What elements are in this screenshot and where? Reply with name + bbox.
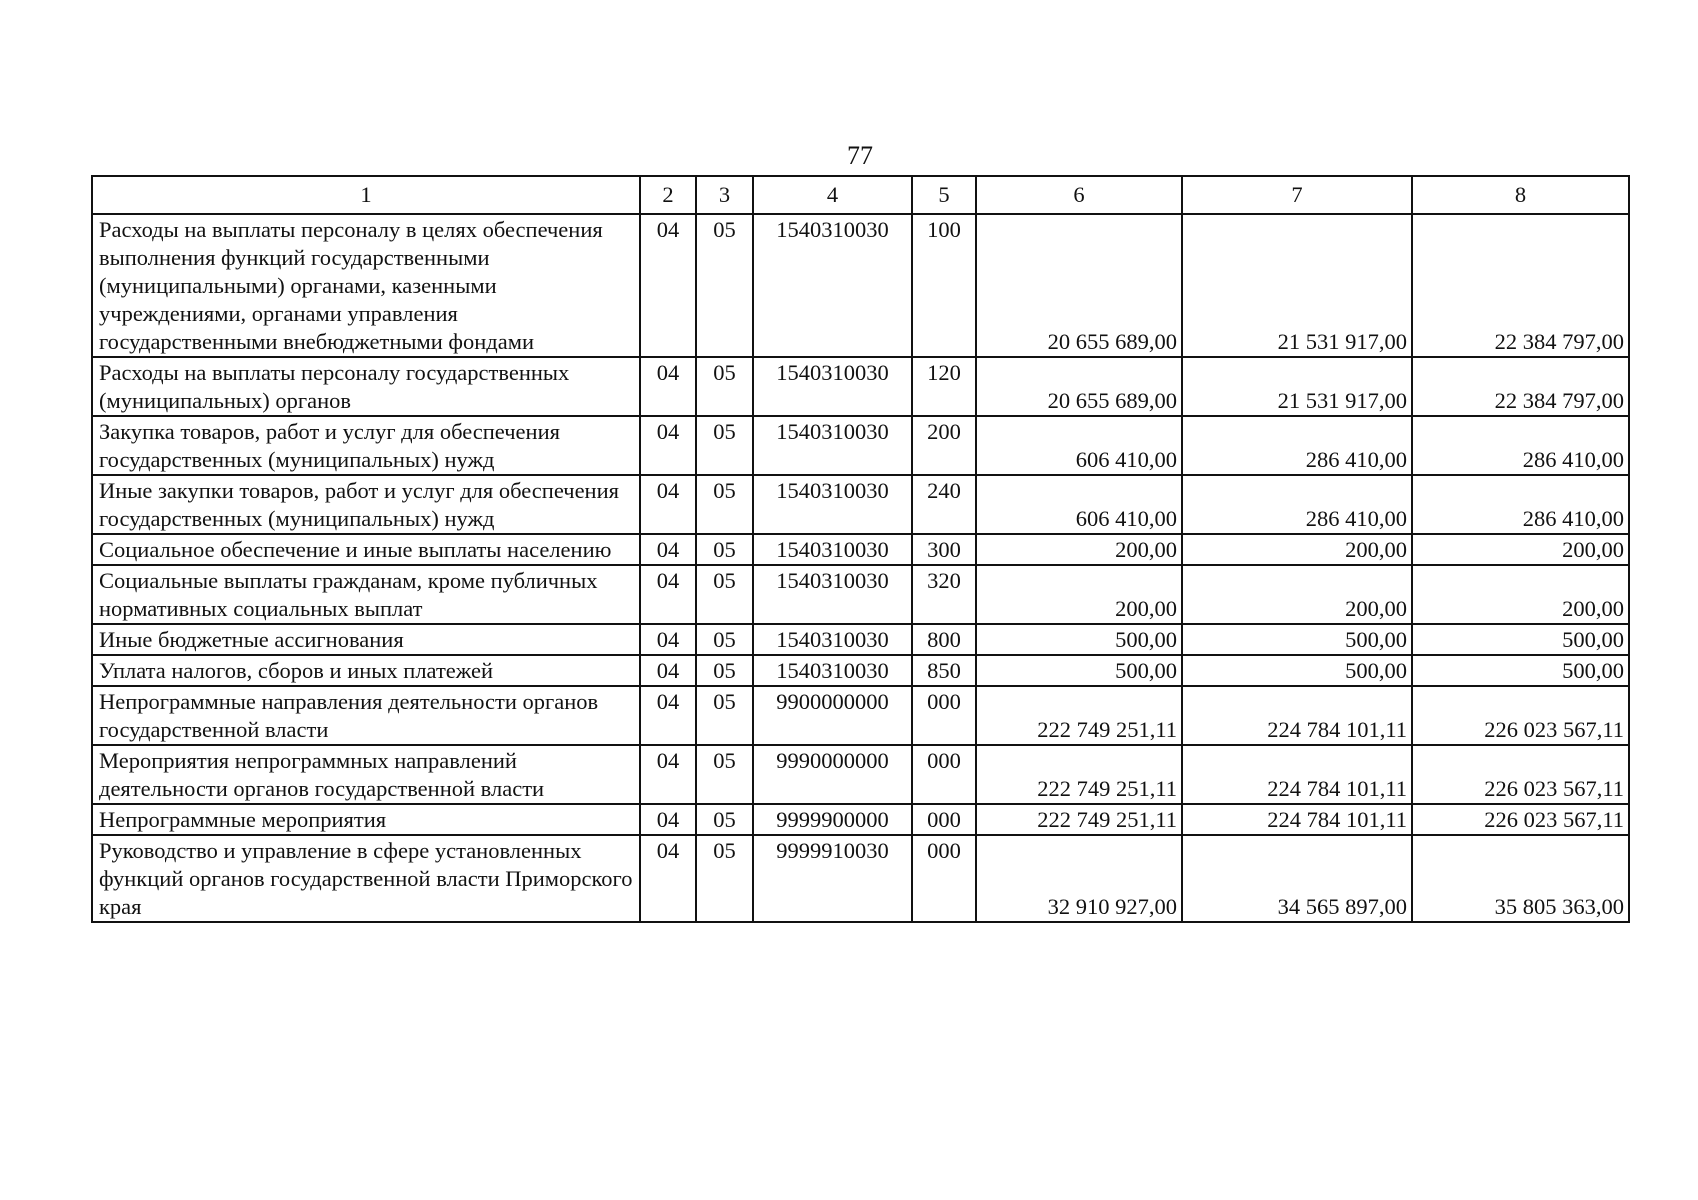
row-amount-6: 222 749 251,11 — [976, 686, 1182, 745]
row-code-target: 9900000000 — [753, 686, 912, 745]
row-amount-7: 21 531 917,00 — [1182, 214, 1412, 357]
row-amount-8: 286 410,00 — [1412, 475, 1629, 534]
row-code-type: 320 — [912, 565, 976, 624]
row-amount-8: 22 384 797,00 — [1412, 214, 1629, 357]
row-code-section: 04 — [640, 357, 696, 416]
row-code-subsection: 05 — [696, 835, 753, 922]
row-code-target: 9990000000 — [753, 745, 912, 804]
row-amount-7: 500,00 — [1182, 624, 1412, 655]
row-code-section: 04 — [640, 835, 696, 922]
row-amount-6: 500,00 — [976, 655, 1182, 686]
row-amount-7: 34 565 897,00 — [1182, 835, 1412, 922]
row-code-target: 1540310030 — [753, 655, 912, 686]
row-amount-6: 20 655 689,00 — [976, 357, 1182, 416]
row-name: Руководство и управление в сфере установленных функций органов государственной власти Приморского края — [92, 835, 640, 922]
row-code-target: 1540310030 — [753, 475, 912, 534]
header-col-5: 5 — [912, 176, 976, 214]
row-amount-6: 200,00 — [976, 534, 1182, 565]
row-code-subsection: 05 — [696, 804, 753, 835]
row-name: Расходы на выплаты персоналу государственных (муниципальных) органов — [92, 357, 640, 416]
row-name: Закупка товаров, работ и услуг для обеспечения государственных (муниципальных) нужд — [92, 416, 640, 475]
row-code-subsection: 05 — [696, 655, 753, 686]
page-number: 77 — [847, 141, 873, 170]
row-code-type: 240 — [912, 475, 976, 534]
row-code-section: 04 — [640, 214, 696, 357]
row-amount-6: 222 749 251,11 — [976, 745, 1182, 804]
table-row — [92, 624, 1629, 655]
row-code-section: 04 — [640, 565, 696, 624]
row-amount-7: 286 410,00 — [1182, 475, 1412, 534]
row-code-type: 100 — [912, 214, 976, 357]
header-col-3: 3 — [696, 176, 753, 214]
header-col-4: 4 — [753, 176, 912, 214]
row-amount-7: 286 410,00 — [1182, 416, 1412, 475]
row-code-subsection: 05 — [696, 686, 753, 745]
row-amount-7: 21 531 917,00 — [1182, 357, 1412, 416]
row-name: Расходы на выплаты персоналу в целях обеспечения выполнения функций государственными (муниципальными) органами, казенными учреждениями, органами управления государственными внебюджетными фондами — [92, 214, 640, 357]
row-code-type: 800 — [912, 624, 976, 655]
header-col-8: 8 — [1412, 176, 1629, 214]
header-col-7: 7 — [1182, 176, 1412, 214]
table-row — [92, 475, 1629, 534]
row-amount-6: 32 910 927,00 — [976, 835, 1182, 922]
table-row — [92, 686, 1629, 745]
row-amount-8: 500,00 — [1412, 624, 1629, 655]
row-amount-6: 606 410,00 — [976, 416, 1182, 475]
row-amount-8: 200,00 — [1412, 565, 1629, 624]
table-row — [92, 655, 1629, 686]
row-amount-6: 606 410,00 — [976, 475, 1182, 534]
row-code-type: 300 — [912, 534, 976, 565]
row-name: Иные бюджетные ассигнования — [92, 624, 640, 655]
row-amount-7: 500,00 — [1182, 655, 1412, 686]
table-row — [92, 565, 1629, 624]
row-amount-7: 200,00 — [1182, 534, 1412, 565]
table-row — [92, 416, 1629, 475]
row-code-type: 000 — [912, 686, 976, 745]
row-code-subsection: 05 — [696, 745, 753, 804]
row-code-section: 04 — [640, 686, 696, 745]
table-row — [92, 357, 1629, 416]
row-amount-8: 200,00 — [1412, 534, 1629, 565]
row-code-type: 120 — [912, 357, 976, 416]
row-amount-7: 224 784 101,11 — [1182, 745, 1412, 804]
header-row — [92, 176, 1629, 214]
row-code-subsection: 05 — [696, 214, 753, 357]
row-name: Иные закупки товаров, работ и услуг для обеспечения государственных (муниципальных) нужд — [92, 475, 640, 534]
row-name: Непрограммные направления деятельности органов государственной власти — [92, 686, 640, 745]
row-name: Социальные выплаты гражданам, кроме публичных нормативных социальных выплат — [92, 565, 640, 624]
row-code-target: 1540310030 — [753, 416, 912, 475]
row-code-section: 04 — [640, 416, 696, 475]
row-amount-8: 35 805 363,00 — [1412, 835, 1629, 922]
row-code-section: 04 — [640, 804, 696, 835]
table-row — [92, 804, 1629, 835]
row-amount-8: 226 023 567,11 — [1412, 804, 1629, 835]
row-code-target: 1540310030 — [753, 214, 912, 357]
row-name: Мероприятия непрограммных направлений деятельности органов государственной власти — [92, 745, 640, 804]
row-name: Уплата налогов, сборов и иных платежей — [92, 655, 640, 686]
row-code-subsection: 05 — [696, 624, 753, 655]
row-code-type: 000 — [912, 835, 976, 922]
row-code-type: 850 — [912, 655, 976, 686]
row-code-section: 04 — [640, 475, 696, 534]
row-amount-7: 224 784 101,11 — [1182, 686, 1412, 745]
row-amount-7: 224 784 101,11 — [1182, 804, 1412, 835]
row-amount-8: 22 384 797,00 — [1412, 357, 1629, 416]
row-code-subsection: 05 — [696, 475, 753, 534]
row-amount-8: 500,00 — [1412, 655, 1629, 686]
row-amount-6: 200,00 — [976, 565, 1182, 624]
row-code-section: 04 — [640, 655, 696, 686]
row-code-target: 1540310030 — [753, 624, 912, 655]
table-row — [92, 745, 1629, 804]
row-name: Непрограммные мероприятия — [92, 804, 640, 835]
row-code-subsection: 05 — [696, 565, 753, 624]
row-code-target: 1540310030 — [753, 534, 912, 565]
header-col-1: 1 — [92, 176, 640, 214]
row-amount-7: 200,00 — [1182, 565, 1412, 624]
row-code-section: 04 — [640, 624, 696, 655]
row-amount-6: 500,00 — [976, 624, 1182, 655]
budget-table — [91, 175, 1630, 923]
row-code-subsection: 05 — [696, 357, 753, 416]
header-col-2: 2 — [640, 176, 696, 214]
row-amount-6: 20 655 689,00 — [976, 214, 1182, 357]
row-code-target: 1540310030 — [753, 565, 912, 624]
row-code-type: 000 — [912, 804, 976, 835]
row-code-section: 04 — [640, 745, 696, 804]
row-code-type: 200 — [912, 416, 976, 475]
table-row — [92, 214, 1629, 357]
row-code-subsection: 05 — [696, 534, 753, 565]
row-code-section: 04 — [640, 534, 696, 565]
header-col-6: 6 — [976, 176, 1182, 214]
row-amount-6: 222 749 251,11 — [976, 804, 1182, 835]
row-code-target: 9999900000 — [753, 804, 912, 835]
row-code-target: 9999910030 — [753, 835, 912, 922]
row-code-type: 000 — [912, 745, 976, 804]
row-amount-8: 226 023 567,11 — [1412, 686, 1629, 745]
row-code-subsection: 05 — [696, 416, 753, 475]
table-row — [92, 534, 1629, 565]
row-amount-8: 226 023 567,11 — [1412, 745, 1629, 804]
row-amount-8: 286 410,00 — [1412, 416, 1629, 475]
row-name: Социальное обеспечение и иные выплаты населению — [92, 534, 640, 565]
row-code-target: 1540310030 — [753, 357, 912, 416]
table-row — [92, 835, 1629, 922]
